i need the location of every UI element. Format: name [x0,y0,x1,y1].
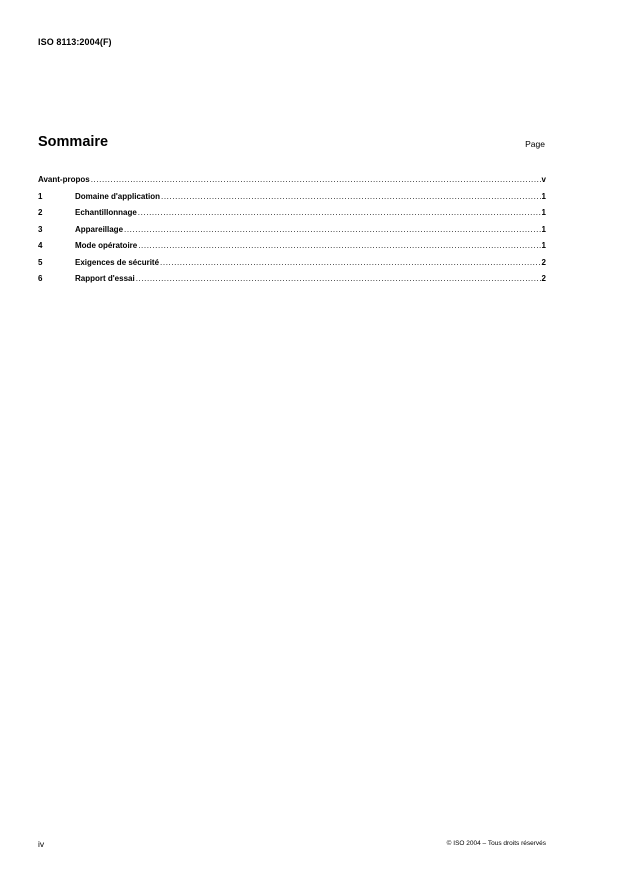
toc-entry-label: Domaine d'application [75,191,161,201]
toc-entry-number: 2 [38,208,43,217]
toc-entry-number: 1 [38,191,43,201]
toc-entry-number: 5 [38,257,43,267]
toc-entry-page: 1 [541,241,546,250]
toc-entry-label: Appareillage [75,224,124,234]
dot-leader [136,274,541,283]
toc-entry-page: 2 [541,257,546,267]
table-of-contents [38,175,546,291]
toc-entry-page: 1 [541,191,546,201]
toc-entry-echantillonnage[interactable] [38,208,546,225]
toc-page-column-label: Page [525,139,545,149]
toc-entry-rapport-essai[interactable] [38,274,546,291]
toc-entry-number: 4 [38,241,43,250]
toc-entry-number: 3 [38,224,43,234]
dot-leader [91,175,541,184]
toc-entry-label: Rapport d'essai [75,274,135,283]
toc-entry-exigences-securite[interactable] [38,258,546,275]
dot-leader [138,208,541,217]
toc-entry-label: Echantillonnage [75,208,137,217]
toc-entry-number: 6 [38,274,43,283]
toc-entry-page: 1 [541,208,546,217]
toc-entry-mode-operatoire[interactable] [38,241,546,258]
toc-entry-page: 1 [541,224,546,234]
toc-entry-page: v [541,175,546,184]
toc-entry-label: Avant-propos [38,175,90,184]
dot-leader [161,192,541,201]
footer-page-number: iv [38,839,45,849]
toc-entry-avant-propos[interactable] [38,175,546,192]
dot-leader [160,258,541,267]
dot-leader [138,241,540,250]
toc-header [38,134,546,156]
toc-entry-page: 2 [541,274,546,283]
document-identifier: ISO 8113:2004(F) [38,37,112,47]
toc-entry-domaine[interactable] [38,192,546,209]
toc-title: Sommaire [38,134,109,150]
toc-entry-label: Exigences de sécurité [75,257,160,267]
toc-entry-label: Mode opératoire [75,241,138,250]
footer-copyright: © ISO 2004 – Tous droits réservés [446,840,546,847]
dot-leader [124,225,541,234]
toc-entry-appareillage[interactable] [38,225,546,242]
